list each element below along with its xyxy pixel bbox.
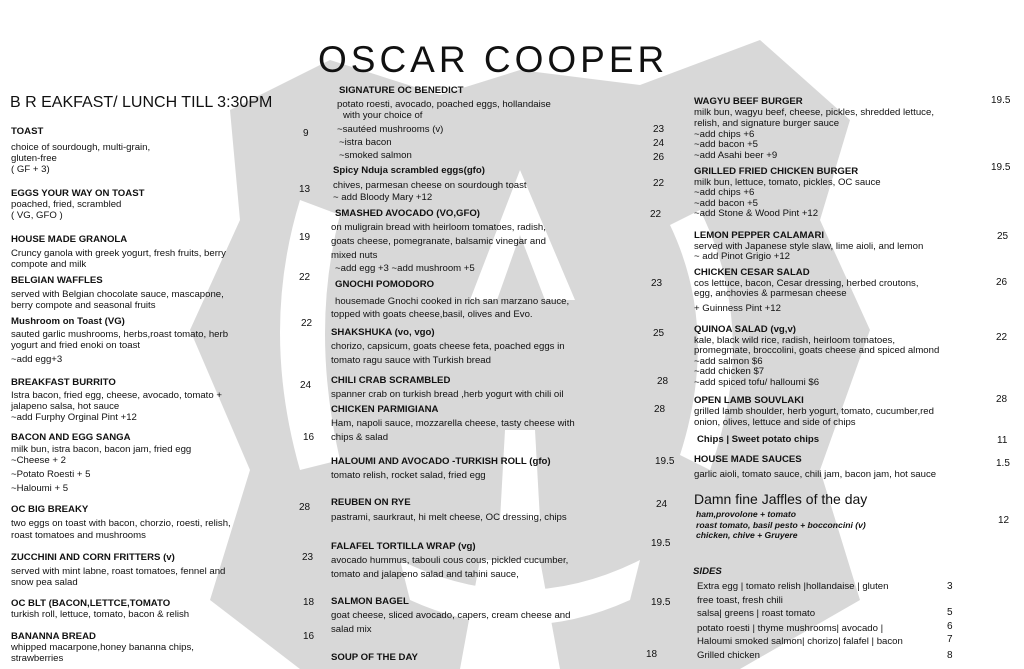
menu-item-price: 24 bbox=[653, 138, 665, 149]
menu-item-desc: ~add spiced tofu/ halloumi $6 bbox=[694, 377, 820, 388]
menu-item-name: CHICKEN CESAR SALAD bbox=[694, 267, 810, 278]
menu-item-desc: ~Potato Roesti + 5 bbox=[11, 469, 91, 480]
menu-item-price: 22 bbox=[653, 178, 665, 189]
menu-item-desc: chorizo, capsicum, goats cheese feta, poached eggs in bbox=[331, 341, 565, 352]
side-item: potato roesti | thyme mushrooms| avocado | bbox=[697, 623, 884, 634]
menu-item-name: BREAKFAST BURRITO bbox=[11, 377, 116, 388]
side-item: Grilled chicken bbox=[697, 650, 760, 661]
menu-item-name: OC BLT (BACON,LETTCE,TOMATO bbox=[11, 598, 171, 609]
menu-item-desc: with your choice of bbox=[343, 110, 423, 121]
menu-item-name: CHILI CRAB SCRAMBLED bbox=[331, 375, 451, 386]
side-item: salsa| greens | roast tomato bbox=[697, 608, 816, 619]
menu-item-desc: jalapeno salsa, hot sauce bbox=[11, 401, 120, 412]
menu-item-desc: relish, and signature burger sauce bbox=[694, 118, 840, 129]
menu-item-name: REUBEN ON RYE bbox=[331, 497, 411, 508]
menu-item-price: 11 bbox=[997, 435, 1008, 446]
menu-item-price: 19.5 bbox=[651, 538, 671, 549]
menu-item-name: BACON AND EGG SANGA bbox=[11, 432, 131, 443]
menu-item-desc: avocado hummus, tabouli cous cous, pickled cucumber, bbox=[331, 555, 569, 566]
menu-item-desc: ~add Asahi beer +9 bbox=[694, 150, 778, 161]
sides-heading: SIDES bbox=[693, 566, 722, 577]
side-price: 7 bbox=[947, 634, 953, 645]
menu-item-desc: chips & salad bbox=[331, 432, 389, 443]
menu-item-price: 18 bbox=[303, 597, 315, 608]
menu-item-name: OPEN LAMB SOUVLAKI bbox=[694, 395, 804, 406]
menu-item-desc: garlic aioli, tomato sauce, chili jam, bacon jam, hot sauce bbox=[694, 469, 937, 480]
menu-item-desc: gluten-free bbox=[11, 153, 57, 164]
page-title: OSCAR COOPER bbox=[318, 39, 669, 80]
menu-item-desc: ham,provolone + tomato bbox=[696, 509, 797, 519]
menu-item-desc: grilled lamb shoulder, herb yogurt, tomato, cucumber,red bbox=[694, 406, 934, 417]
menu-item-name: SOUP OF THE DAY bbox=[331, 652, 418, 663]
menu-item-desc: cos lettuce, bacon, Cesar dressing, herbed croutons, bbox=[694, 278, 919, 289]
menu-item-price: 16 bbox=[303, 631, 315, 642]
side-price: 3 bbox=[947, 581, 953, 592]
menu-item-desc: tomato relish, rocket salad, fried egg bbox=[331, 470, 486, 481]
menu-item-desc: on muligrain bread with heirloom tomatoes, radish, bbox=[331, 222, 546, 233]
menu-item-price: 19 bbox=[299, 232, 311, 243]
menu-item-price: 13 bbox=[299, 184, 311, 195]
menu-item-desc: roast tomatoes and mushrooms bbox=[11, 530, 146, 541]
menu-item-desc: sauted garlic mushrooms, herbs,roast tomato, herb bbox=[11, 329, 229, 340]
menu-item-desc: ~add salmon $6 bbox=[694, 356, 763, 367]
menu-item-price: 24 bbox=[656, 499, 668, 510]
menu-item-desc: promegmate, broccolini, goats cheese and spiced almond bbox=[694, 345, 940, 356]
menu-item-price: 12 bbox=[998, 515, 1010, 526]
side-item: free toast, fresh chili bbox=[697, 595, 783, 606]
menu-item-desc: snow pea salad bbox=[11, 577, 78, 588]
menu-item-name: Spicy Nduja scrambled eggs(gfo) bbox=[333, 165, 485, 176]
menu-item-desc: housemade Gnochi cooked in rich san marzano sauce, bbox=[335, 296, 570, 307]
menu-item-name: SMASHED AVOCADO (VO,GFO) bbox=[335, 208, 480, 219]
menu-item-name: BANANNA BREAD bbox=[11, 631, 96, 642]
menu-item-price: 9 bbox=[303, 128, 309, 139]
menu-item-price: 25 bbox=[653, 328, 665, 339]
menu-item-desc: yogurt and fried enoki on toast bbox=[11, 340, 141, 351]
menu-item-price: 16 bbox=[303, 432, 315, 443]
menu-item-name: HOUSE MADE SAUCES bbox=[694, 454, 802, 465]
menu-item-desc: spanner crab on turkish bread ,herb yogurt with chili oil bbox=[331, 389, 564, 400]
menu-item-price: 22 bbox=[299, 272, 311, 283]
menu-item-desc: roast tomato, basil pesto + bocconcini (v) bbox=[696, 520, 866, 530]
menu-item-desc: served with mint labne, roast tomatoes, fennel and bbox=[11, 566, 226, 577]
menu-item-desc: strawberries bbox=[11, 653, 64, 664]
menu-item-desc: poached, fried, scrambled bbox=[11, 199, 122, 210]
menu-item-desc: chicken, chive + Gruyere bbox=[696, 530, 798, 540]
menu-item-desc: milk bun, istra bacon, bacon jam, fried egg bbox=[11, 444, 192, 455]
menu-item-name: TOAST bbox=[11, 126, 44, 137]
menu-item-price: 19.5 bbox=[991, 95, 1011, 106]
menu-item-desc: goat cheese, sliced avocado, capers, cream cheese and bbox=[331, 610, 571, 621]
menu-item-price: 22 bbox=[301, 318, 313, 329]
menu-item-desc: ~ add Pinot Grigio +12 bbox=[694, 251, 791, 262]
menu-item-desc: goats cheese, pomegranate, balsamic vinegar and bbox=[331, 236, 546, 247]
menu-item-desc: Istra bacon, fried egg, cheese, avocado, tomato + bbox=[11, 390, 222, 401]
menu-item-desc: ~Cheese + 2 bbox=[11, 455, 66, 466]
menu-item-desc: ~add chips +6 bbox=[694, 129, 755, 140]
menu-item-desc: served with Belgian chocolate sauce, mascapone, bbox=[11, 289, 224, 300]
menu-item-desc: choice of sourdough, multi-grain, bbox=[11, 142, 151, 153]
menu-item-name: Damn fine Jaffles of the day bbox=[694, 491, 868, 507]
menu-item-desc: pastrami, saurkraut, hi melt cheese, OC dressing, chips bbox=[331, 512, 567, 523]
menu-item-desc: salad mix bbox=[331, 624, 372, 635]
menu-item-price: 24 bbox=[300, 380, 312, 391]
menu-item-price: 28 bbox=[299, 502, 311, 513]
menu-item-name: SIGNATURE OC BENEDICT bbox=[339, 85, 464, 96]
menu-item-price: 25 bbox=[997, 231, 1009, 242]
menu-item-name: GNOCHI POMODORO bbox=[335, 279, 435, 290]
menu-item-price: 23 bbox=[653, 124, 665, 135]
menu-item-desc: + Guinness Pint +12 bbox=[694, 303, 781, 314]
menu-item-option: ~istra bacon bbox=[339, 137, 392, 148]
menu-item-desc: Cruncy ganola with greek yogurt, fresh fruits, berry bbox=[11, 248, 226, 259]
menu-item-desc: ~ add Bloody Mary +12 bbox=[333, 192, 433, 203]
menu-item-name: ZUCCHINI AND CORN FRITTERS (v) bbox=[11, 552, 175, 563]
menu-item-name: Chips | Sweet potato chips bbox=[697, 434, 820, 445]
menu-item-desc: compote and milk bbox=[11, 259, 87, 270]
menu-item-price: 23 bbox=[302, 552, 314, 563]
menu-item-price: 22 bbox=[650, 209, 662, 220]
menu-item-name: SHAKSHUKA (vo, vgo) bbox=[331, 327, 435, 338]
menu-item-desc: whipped macarpone,honey bananna chips, bbox=[11, 642, 194, 653]
menu-item-desc: turkish roll, lettuce, tomato, bacon & relish bbox=[11, 609, 190, 620]
menu-item-price: 28 bbox=[657, 376, 669, 387]
menu-item-name: BELGIAN WAFFLES bbox=[11, 275, 103, 286]
menu-item-desc: milk bun, wagyu beef, cheese, pickles, shredded lettuce, bbox=[694, 107, 934, 118]
menu-item-desc: ~add chips +6 bbox=[694, 187, 755, 198]
side-item: Haloumi smoked salmon| chorizo| falafel | bacon bbox=[697, 636, 903, 647]
menu-item-desc: onion, olives, lettuce and side of chips bbox=[694, 417, 856, 428]
menu-item-desc: berry compote and seasonal fruits bbox=[11, 300, 156, 311]
menu-item-name: GRILLED FRIED CHICKEN BURGER bbox=[694, 166, 859, 177]
menu-item-name: Mushroom on Toast (VG) bbox=[11, 316, 125, 327]
menu-item-name: EGGS YOUR WAY ON TOAST bbox=[11, 188, 145, 199]
menu-item-desc: topped with goats cheese,basil, olives and Evo. bbox=[331, 309, 533, 320]
menu-item-name: HALOUMI AND AVOCADO -TURKISH ROLL (gfo) bbox=[331, 456, 551, 467]
side-item: Extra egg | tomato relish |hollandaise | gluten bbox=[697, 581, 889, 592]
menu-item-option: ~sautéed mushrooms (v) bbox=[337, 124, 444, 135]
menu-item-desc: ( VG, GFO ) bbox=[11, 210, 63, 221]
menu-item-name: HOUSE MADE GRANOLA bbox=[11, 234, 128, 245]
menu-item-desc: ~add chicken $7 bbox=[694, 366, 765, 377]
menu-item-desc: tomato ragu sauce with Turkish bread bbox=[331, 355, 491, 366]
menu-item-name: SALMON BAGEL bbox=[331, 596, 409, 607]
side-price: 8 bbox=[947, 650, 953, 661]
menu-item-price: 23 bbox=[651, 278, 663, 289]
menu-item-desc: two eggs on toast with bacon, chorzio, roesti, relish, bbox=[11, 518, 231, 529]
menu-item-desc: milk bun, lettuce, tomato, pickles, OC sauce bbox=[694, 177, 881, 188]
menu-item-desc: egg, anchovies & parmesan cheese bbox=[694, 288, 847, 299]
menu-item-desc: ~Haloumi + 5 bbox=[11, 483, 69, 494]
menu-item-desc: potato roesti, avocado, poached eggs, hollandaise bbox=[337, 99, 551, 110]
side-price: 5 bbox=[947, 607, 953, 618]
menu-item-desc: mixed nuts bbox=[331, 250, 378, 261]
menu-item-desc: ~add egg+3 bbox=[11, 354, 63, 365]
menu-item-price: 28 bbox=[654, 404, 666, 415]
menu-item-desc: Ham, napoli sauce, mozzarella cheese, tasty cheese with bbox=[331, 418, 575, 429]
menu-item-name: FALAFEL TORTILLA WRAP (vg) bbox=[331, 541, 476, 552]
menu-item-desc: ~add bacon +5 bbox=[694, 139, 759, 150]
menu-item-price: 1.5 bbox=[996, 458, 1010, 469]
menu-item-desc: ~add bacon +5 bbox=[694, 198, 759, 209]
menu-item-price: 19.5 bbox=[655, 456, 675, 467]
menu-item-desc: served with Japanese style slaw, lime aioli, and lemon bbox=[694, 241, 924, 252]
menu-item-name: CHICKEN PARMIGIANA bbox=[331, 404, 439, 415]
menu-item-price: 19.5 bbox=[991, 162, 1011, 173]
menu-item-price: 26 bbox=[653, 152, 665, 163]
menu-item-desc: ~add Stone & Wood Pint +12 bbox=[694, 208, 819, 219]
menu-item-name: WAGYU BEEF BURGER bbox=[694, 96, 803, 107]
side-price: 6 bbox=[947, 621, 953, 632]
menu-item-name: OC BIG BREAKY bbox=[11, 504, 89, 515]
menu-item-price: 19.5 bbox=[651, 597, 671, 608]
menu-item-price: 18 bbox=[646, 649, 658, 660]
menu-item-price: 22 bbox=[996, 332, 1008, 343]
menu-item-name: LEMON PEPPER CALAMARI bbox=[694, 230, 825, 241]
menu-item-price: 28 bbox=[996, 394, 1008, 405]
menu-item-desc: tomato and jalapeno salad and tahini sauce, bbox=[331, 569, 519, 580]
menu-item-price: 26 bbox=[996, 277, 1008, 288]
menu-item-desc: ( GF + 3) bbox=[11, 164, 50, 175]
section-title: B R EAKFAST/ LUNCH TILL 3:30PM bbox=[10, 94, 273, 111]
menu-item-desc: chives, parmesan cheese on sourdough toast bbox=[333, 180, 527, 191]
menu-item-desc: ~add egg +3 ~add mushroom +5 bbox=[335, 263, 475, 274]
menu-item-desc: ~add Furphy Orginal Pint +12 bbox=[11, 412, 137, 423]
menu-item-option: ~smoked salmon bbox=[339, 150, 412, 161]
menu-item-desc: kale, black wild rice, radish, heirloom tomatoes, bbox=[694, 335, 896, 346]
menu-item-name: QUINOA SALAD (vg,v) bbox=[694, 324, 796, 335]
